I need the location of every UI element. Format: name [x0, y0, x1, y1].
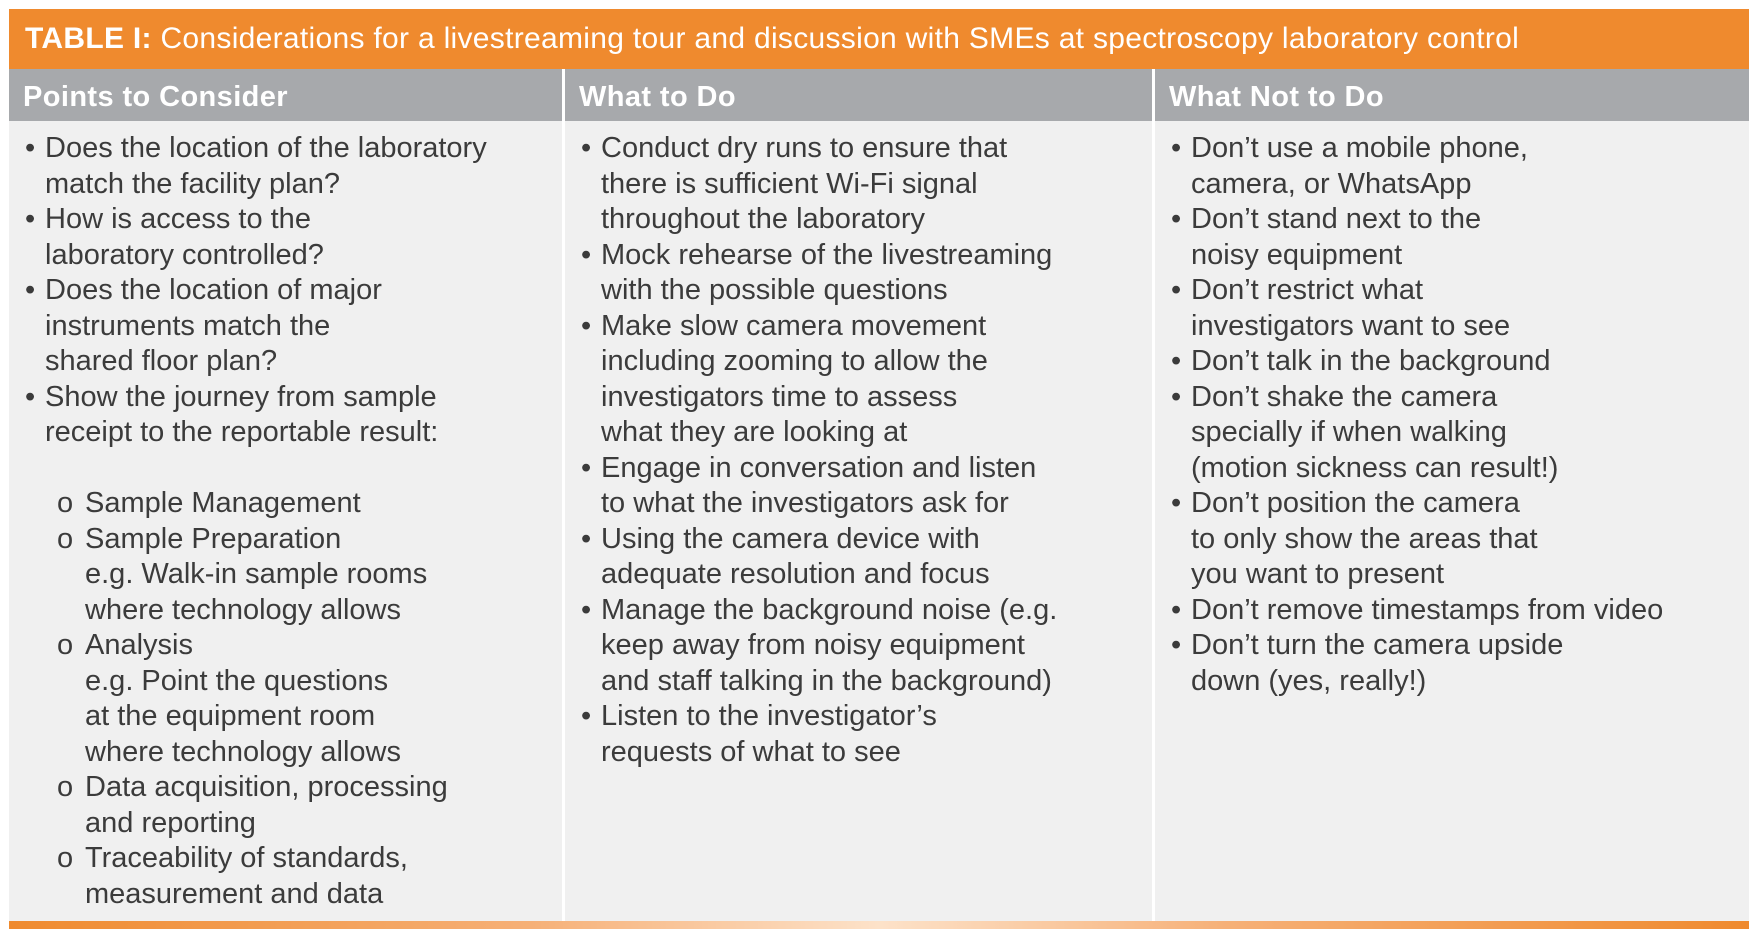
list-item — [1169, 131, 1745, 202]
sub-list-item — [23, 522, 558, 629]
list-item-line: what they are looking at — [601, 416, 908, 448]
sub-list-item-line: Traceability of standards, — [85, 842, 408, 874]
table-title — [9, 9, 1749, 69]
sub-list-item — [23, 841, 558, 912]
sub-list-item-line: where technology allows — [85, 735, 401, 768]
table-title-text: Considerations for a livestreaming tour and discussion with SMEs at spectroscopy laboratory control — [160, 22, 1520, 55]
list-item-line: down (yes, really!) — [1191, 664, 1427, 697]
table-title-label: TABLE I: — [25, 22, 152, 55]
list-item — [1169, 380, 1745, 487]
list-item-line: • Conduct dry runs to ensure that — [601, 132, 1008, 164]
table — [9, 9, 1749, 929]
list-item — [1169, 628, 1745, 699]
list-item-line: • Don’t shake the camera — [1191, 380, 1498, 413]
list-item — [579, 593, 1148, 700]
list-item-line: laboratory controlled? — [45, 238, 324, 271]
column-what-to-do — [565, 69, 1152, 921]
column-header: What Not to Do — [1155, 69, 1749, 121]
list-item — [579, 309, 1148, 451]
list-item-line: • Make slow camera movement — [601, 309, 987, 342]
list-item-line: • Don’t talk in the background — [1191, 345, 1551, 377]
list-item-line: • Using the camera device with — [601, 522, 980, 555]
bottom-rule — [9, 921, 1749, 929]
list-item — [579, 699, 1148, 770]
bullet-list — [23, 131, 558, 451]
list-item-line: investigators time to assess — [601, 380, 958, 413]
list-item — [579, 451, 1148, 522]
sub-list-item-line: e.g. Point the questions — [85, 664, 389, 697]
list-item — [23, 202, 558, 273]
list-item-line: to what the investigators ask for — [601, 487, 1009, 519]
column-header: Points to Consider — [9, 69, 562, 121]
list-item-line: • Listen to the investigator’s — [601, 700, 937, 732]
sub-list-item — [23, 486, 558, 522]
list-item-line: • Don’t turn the camera upside — [1191, 629, 1564, 661]
bullet-list — [1169, 131, 1745, 699]
list-item-line: • Does the location of the laboratory — [45, 132, 487, 164]
list-item-line: camera, or WhatsApp — [1191, 167, 1472, 200]
list-item-line: match the facility plan? — [45, 167, 340, 200]
list-item-line: noisy equipment — [1191, 238, 1403, 271]
list-item-line: to only show the areas that — [1191, 522, 1538, 555]
list-item-line: • Does the location of major — [45, 274, 382, 306]
sub-bullet-marker: o — [57, 842, 74, 874]
list-item — [579, 238, 1148, 309]
sub-list-item-line: Sample Preparation — [85, 522, 342, 555]
list-item-line: receipt to the reportable result: — [45, 416, 439, 448]
sub-list — [23, 486, 558, 912]
list-item-line: (motion sickness can result!) — [1191, 451, 1559, 484]
sub-bullet-marker: o — [57, 629, 74, 661]
sub-list-item — [23, 770, 558, 841]
list-item-line: keep away from noisy equipment — [601, 629, 1025, 661]
sub-list-item-line: at the equipment room — [85, 700, 376, 732]
list-item-line: • Don’t use a mobile phone, — [1191, 132, 1528, 164]
list-item-line: you want to present — [1191, 558, 1445, 590]
list-item-line: • Engage in conversation and listen — [601, 451, 1037, 484]
list-item — [1169, 486, 1745, 593]
list-item-line: including zooming to allow the — [601, 345, 988, 377]
sub-list-item-line: e.g. Walk-in sample rooms — [85, 558, 428, 590]
sub-list-item-line: Data acquisition, processing — [85, 771, 448, 803]
list-item — [579, 131, 1148, 238]
bullet-list — [579, 131, 1148, 770]
list-item-line: • How is access to the — [45, 203, 311, 235]
list-item — [1169, 344, 1745, 380]
sub-list-item-line: where technology allows — [85, 593, 401, 626]
sub-list-item-line: measurement and data — [85, 877, 384, 910]
list-item-line: throughout the laboratory — [601, 203, 926, 235]
sub-list-item-line: Sample Management — [85, 487, 361, 519]
list-item-line: with the possible questions — [601, 274, 948, 306]
list-item-line: • Manage the background noise (e.g. — [601, 593, 1058, 626]
list-item-line: • Don’t position the camera — [1191, 487, 1520, 519]
list-item — [1169, 273, 1745, 344]
sub-bullet-marker: o — [57, 522, 74, 555]
sub-list-item-line: Analysis — [85, 629, 193, 661]
list-item-line: there is sufficient Wi-Fi signal — [601, 167, 978, 200]
list-item — [23, 380, 558, 451]
list-item — [1169, 593, 1745, 629]
list-item-line: shared floor plan? — [45, 345, 278, 377]
column-points-to-consider — [9, 69, 562, 921]
sub-list-item — [23, 628, 558, 770]
list-item-line: instruments match the — [45, 309, 331, 342]
list-item — [579, 522, 1148, 593]
column-header: What to Do — [565, 69, 1152, 121]
list-item — [23, 273, 558, 380]
list-item-line: investigators want to see — [1191, 309, 1511, 342]
list-item-line: adequate resolution and focus — [601, 558, 990, 590]
list-item-line: • Don’t stand next to the — [1191, 203, 1482, 235]
sub-bullet-marker: o — [57, 771, 74, 803]
list-item-line: • Don’t restrict what — [1191, 274, 1424, 306]
column-what-not-to-do — [1155, 69, 1749, 921]
list-item-line: • Show the journey from sample — [45, 380, 437, 413]
list-item-line: • Mock rehearse of the livestreaming — [601, 238, 1053, 271]
list-item — [1169, 202, 1745, 273]
sub-list-item-line: and reporting — [85, 806, 256, 839]
list-item-line: • Don’t remove timestamps from video — [1191, 593, 1664, 626]
list-item — [23, 131, 558, 202]
list-item-line: and staff talking in the background) — [601, 664, 1052, 697]
sub-bullet-marker: o — [57, 487, 74, 519]
list-item-line: specially if when walking — [1191, 416, 1507, 448]
list-item-line: requests of what to see — [601, 735, 901, 768]
